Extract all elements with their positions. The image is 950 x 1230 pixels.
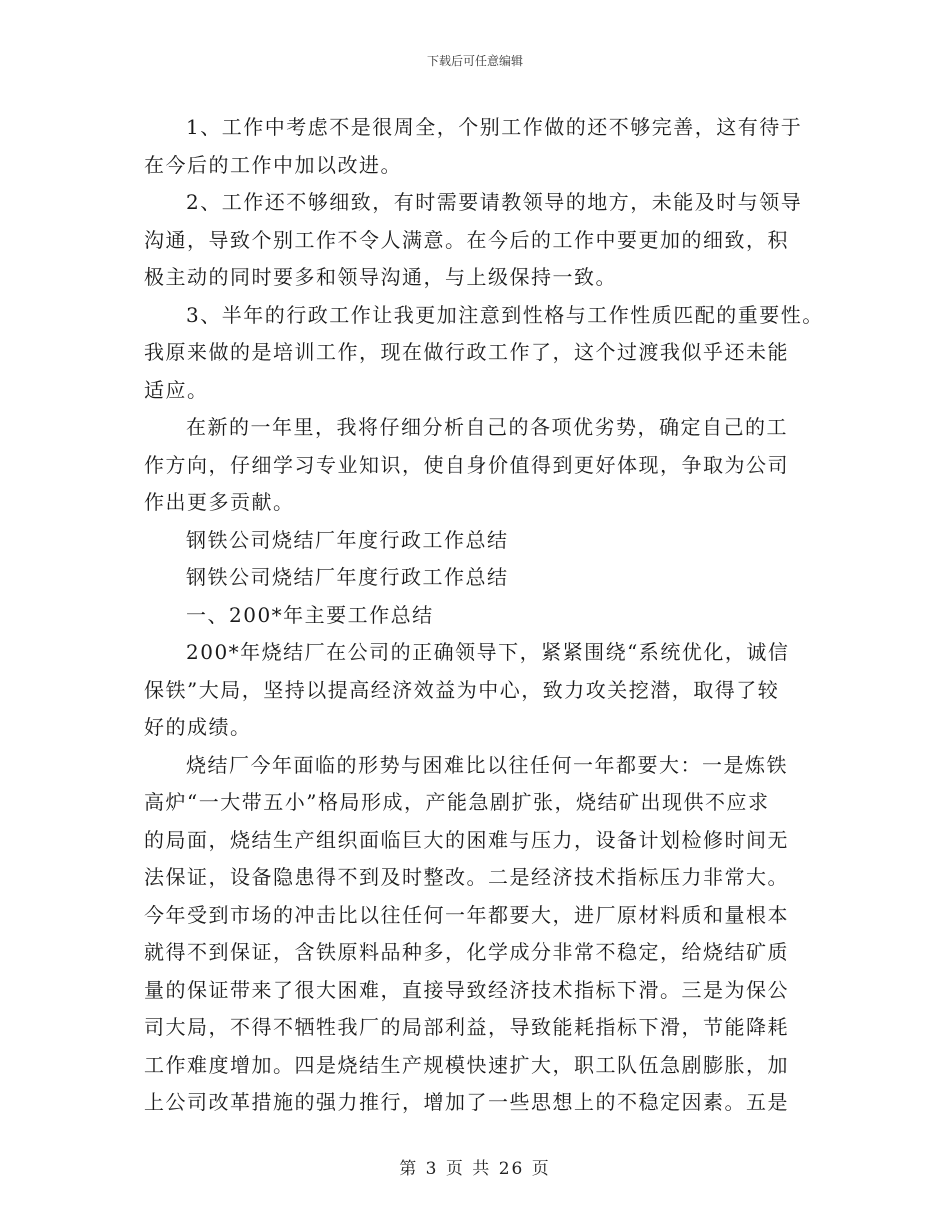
paragraph-line: 就得不到保证，含铁原料品种多，化学成分非常不稳定，给烧结矿质 — [144, 940, 789, 964]
paragraph-line: 上公司改革措施的强力推行，增加了一些思想上的不稳定因素。五是 — [144, 1090, 789, 1114]
paragraph-line: 200*年烧结厂在公司的正确领导下，紧紧围绕“系统优化，诚信 — [186, 640, 790, 664]
paragraph-line: 3、半年的行政工作让我更加注意到性格与工作性质匹配的重要性。 — [186, 302, 824, 327]
paragraph-line: 作出更多贡献。 — [144, 490, 295, 514]
document-body — [144, 112, 824, 1125]
section-title: 钢铁公司烧结厂年度行政工作总结 — [186, 527, 509, 552]
paragraph-line: 保铁”大局，坚持以提高经济效益为中心，致力攻关挖潜，取得了较 — [144, 677, 780, 702]
paragraph-line: 好的成绩。 — [144, 715, 252, 739]
paragraph-line: 我原来做的是培训工作，现在做行政工作了，这个过渡我似乎还未能 — [144, 340, 789, 364]
paragraph-line: 量的保证带来了很大困难，直接导致经济技术指标下滑。三是为保公 — [144, 977, 789, 1002]
paragraph-line: 极主动的同时要多和领导沟通，与上级保持一致。 — [144, 265, 617, 289]
paragraph-line: 高炉“一大带五小”格局形成，产能急剧扩张，烧结矿出现供不应求 — [144, 790, 770, 814]
paragraph-line: 的局面，烧结生产组织面临巨大的困难与压力，设备计划检修时间无 — [144, 827, 789, 852]
paragraph-line: 在新的一年里，我将仔细分析自己的各项优劣势，确定自己的工 — [186, 415, 788, 439]
paragraph-line: 1、工作中考虑不是很周全，个别工作做的还不够完善，这有待于 — [186, 115, 803, 139]
paragraph-line: 沟通，导致个别工作不令人满意。在今后的工作中要更加的细致，积 — [144, 227, 789, 252]
paragraph-line: 司大局，不得不牺牲我厂的局部利益，导致能耗指标下滑，节能降耗 — [144, 1015, 789, 1039]
section-title: 钢铁公司烧结厂年度行政工作总结 — [186, 565, 509, 589]
paragraph-line: 法保证，设备隐患得不到及时整改。二是经济技术指标压力非常大。 — [144, 865, 789, 889]
paragraph-line: 适应。 — [144, 377, 209, 402]
paragraph-line: 今年受到市场的冲击比以往任何一年都要大，进厂原材料质和量根本 — [144, 902, 789, 927]
paragraph-line: 烧结厂今年面临的形势与困难比以往任何一年都要大：一是炼铁 — [186, 752, 788, 777]
section-heading: 一、200*年主要工作总结 — [186, 602, 434, 627]
paragraph-line: 工作难度增加。四是烧结生产规模快速扩大，职工队伍急剧膨胀，加 — [144, 1052, 789, 1077]
paragraph-line: 2、工作还不够细致，有时需要请教领导的地方，未能及时与领导 — [186, 190, 803, 214]
paragraph-line: 在今后的工作中加以改进。 — [144, 152, 402, 177]
page-header: 下载后可任意编辑 — [426, 54, 523, 68]
paragraph-line: 作方向，仔细学习专业知识，使自身价值得到更好体现，争取为公司 — [144, 452, 789, 477]
page-number-footer: 第 3 页 共 26 页 — [399, 1159, 551, 1179]
